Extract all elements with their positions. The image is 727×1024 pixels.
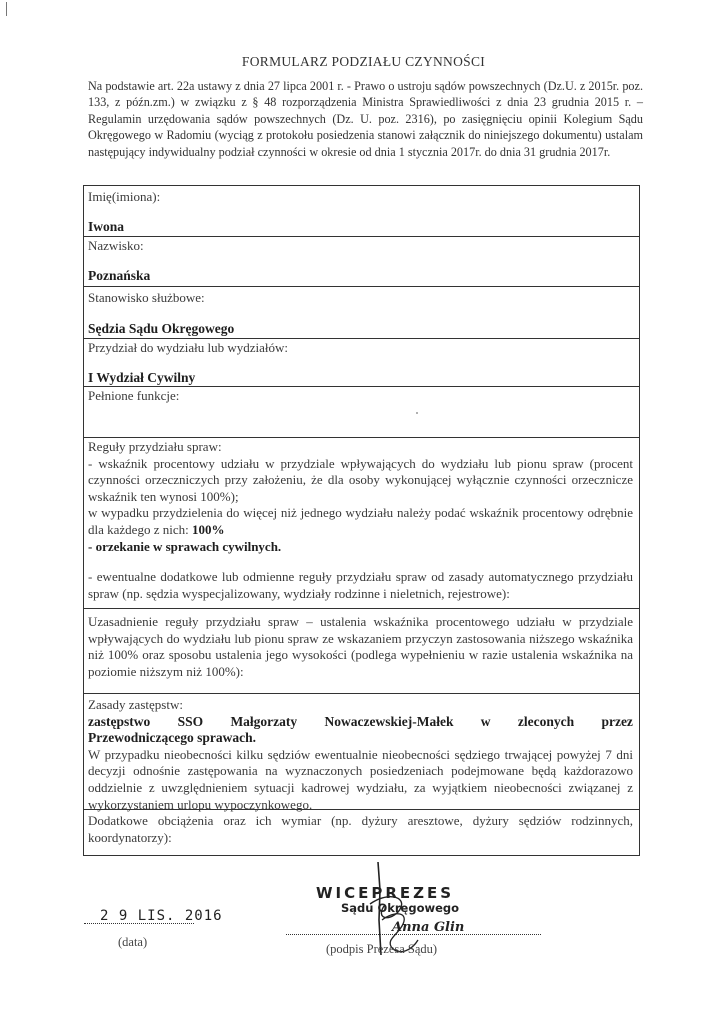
rules-line-additional: - ewentualne dodatkowe lub odmienne reguły przydziału spraw od zasady automatycznego przydziału spraw (np. sędzia wyspecjalizowany, wydziały rodzinne i nieletnich, rejestrowe): <box>88 569 633 601</box>
rules-section <box>84 438 639 609</box>
position-section <box>84 287 639 339</box>
rules-line-percentage: - wskaźnik procentowy udziału w przydziale wpływających do wydziału lub pionu spraw (procent czynności orzeczniczych przy założeniu, że dla osoby wykonującej wyłącznie czynności orzecznicze wskaźnik ten wynosi 100%); <box>88 455 633 504</box>
functions-label: Pełnione funkcje: <box>88 388 180 403</box>
signature-area <box>0 860 727 1020</box>
substitution-word: zastępstwo <box>88 713 151 729</box>
substitution-word: w <box>480 713 491 729</box>
surname-value: Poznańska <box>88 268 151 283</box>
justification-text: Uzasadnienie reguły przydziału spraw – ustalenia wskaźnika procentowego udziału w przydziale wpływających do wydziału lub pionu spraw ze wskazaniem przyczyn zastosowania niższego wskaźnika niż 100% oraz sposobu ustalenia jego wysokości (podlega wypełnieniu w razie ustalenia wskaźnika na poziomie niższym niż 100%): <box>88 614 633 679</box>
position-value: Sędzia Sądu Okręgowego <box>88 321 235 336</box>
first-name-value: Iwona <box>88 219 125 234</box>
rules-heading: Reguły przydziału spraw: <box>88 439 222 454</box>
first-name-section <box>84 186 639 237</box>
division-value: I Wydział Cywilny <box>88 370 196 385</box>
date-label: (data) <box>118 935 148 949</box>
stamp-subtitle: Sądu Okręgowego <box>341 901 460 915</box>
substitution-text: W przypadku nieobecności kilku sędziów ewentualnie nieobecności sędziego trwającej powyżej 7 dni decyzji odnośnie zastępowania na wyznaczonych posiedzeniach podejmowane będą każdorazowo oddzielnie z uwzględnieniem sytuacji kadrowej wydziału, za wyjątkiem nieobecności związanej z wykorzystaniem urlopu wypoczynkowego. <box>88 746 633 812</box>
substitution-block <box>88 697 633 813</box>
signature-label: (podpis Prezesa Sądu) <box>326 942 438 956</box>
position-label: Stanowisko służbowe: <box>88 290 205 305</box>
rules-block <box>88 439 633 602</box>
substitution-word: SSO <box>177 713 204 729</box>
division-section <box>84 339 639 387</box>
substitution-heading: Zasady zastępstw: <box>88 697 183 712</box>
substitution-assignment-line <box>88 714 633 731</box>
first-name-label: Imię(imiona): <box>88 189 161 204</box>
substitution-section <box>84 694 639 810</box>
date-dotted-line <box>84 923 194 924</box>
stamp-title: WICEPREZES <box>316 884 455 902</box>
surname-section <box>84 237 639 287</box>
intro-paragraph: Na podstawie art. 22a ustawy z dnia 27 lipca 2001 r. - Prawo o ustroju sądów powszechnych (Dz.U. z 2015r. poz. 133, z późn.zm.) w związku z § 48 rozporządzenia Ministra Sprawiedliwości z dnia 23 grudnia 2015 r. – Regulamin urzędowania sądów powszechnych (Dz. U. poz. 2316), po zasięgnięciu opinii Kolegium Sądu Okręgowego w Radomiu (wyciąg z protokołu posiedzenia stanowi załącznik do niniejszego dokumentu) ustalam następujący indywidualny podział czynności w okresie od dnia 1 stycznia 2017r. do dnia 31 grudnia 2017r. <box>88 79 643 159</box>
rules-line-multiple-divisions <box>88 505 633 538</box>
signature-dotted-line <box>286 934 541 935</box>
surname-label: Nazwisko: <box>88 238 144 253</box>
scan-speck <box>416 412 418 414</box>
substitution-word: zleconych <box>517 713 575 729</box>
division-form <box>83 185 640 856</box>
additional-duties-section <box>84 810 639 855</box>
document-title: FORMULARZ PODZIAŁU CZYNNOŚCI <box>241 54 486 69</box>
signature-name: Anna Glin <box>392 920 465 935</box>
functions-section <box>84 387 639 438</box>
scan-edge-mark <box>6 2 7 16</box>
rules-percentage-value: 100% <box>191 521 225 537</box>
substitution-line-end: Przewodniczącego sprawach. <box>88 730 256 746</box>
date-stamp: 2 9 LIS. 2016 <box>100 908 223 924</box>
substitution-word: Nowaczewskiej-Małek <box>324 713 454 729</box>
additional-duties-text: Dodatkowe obciążenia oraz ich wymiar (np. dyżury aresztowe, dyżury sędziów rodzinnych, koordynatorzy): <box>88 813 633 845</box>
justification-section <box>84 609 639 694</box>
division-label: Przydział do wydziału lub wydziałów: <box>88 340 289 355</box>
substitution-word: przez <box>601 713 633 729</box>
substitution-word: Małgorzaty <box>230 713 298 729</box>
rules-line-multiple-text: w wypadku przydzielenia do więcej niż jednego wydziału należy podać wskaźnik procentowy odrębnie dla każdego z nich: <box>88 505 633 537</box>
rules-line-civil: - orzekanie w sprawach cywilnych. <box>88 538 282 554</box>
